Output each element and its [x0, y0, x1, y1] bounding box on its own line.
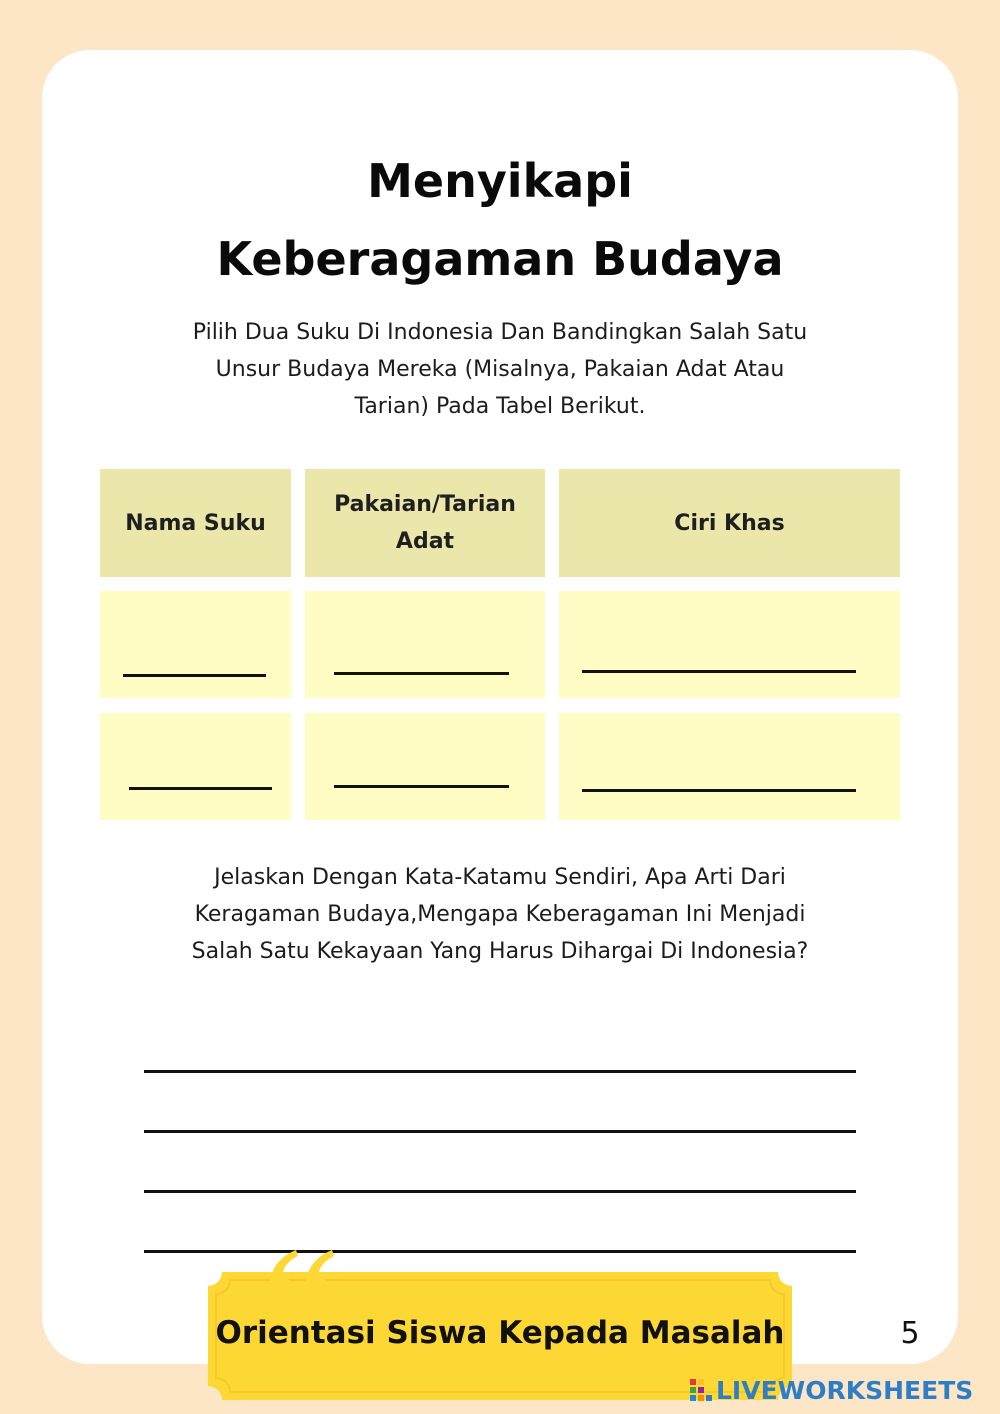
table-cell-row2-pakaian[interactable] — [305, 713, 545, 820]
essay-answer-line[interactable] — [144, 1250, 856, 1253]
answer-blank[interactable] — [129, 787, 272, 790]
title-line-2: Keberagaman Budaya — [216, 232, 784, 286]
header-label-line-1: Pakaian/Tarian — [334, 492, 516, 517]
answer-blank[interactable] — [582, 789, 856, 792]
answer-blank[interactable] — [334, 672, 509, 675]
table-cell-row2-ciri-khas[interactable] — [559, 713, 900, 820]
header-label: Ciri Khas — [674, 510, 785, 536]
table-cell-row1-ciri-khas[interactable] — [559, 591, 900, 698]
answer-blank[interactable] — [123, 674, 266, 677]
instruction-essay — [150, 859, 850, 970]
table-header-ciri-khas — [559, 469, 900, 577]
liveworksheets-logo-icon — [690, 1377, 712, 1403]
instruction-line-2: Unsur Budaya Mereka (Misalnya, Pakaian Adat Atau — [215, 357, 785, 382]
table-cell-row1-nama-suku[interactable] — [100, 591, 291, 698]
page-title — [0, 142, 1000, 298]
watermark — [690, 1372, 973, 1408]
answer-blank[interactable] — [582, 670, 856, 673]
instruction-line-1: Jelaskan Dengan Kata-Katamu Sendiri, Apa Arti Dari — [214, 865, 786, 890]
instruction-line-2: Keragaman Budaya,Mengapa Keberagaman Ini Menjadi — [194, 902, 806, 927]
table-header-nama-suku — [100, 469, 291, 577]
instruction-line-3: Salah Satu Kekayaan Yang Harus Dihargai Di Indonesia? — [191, 939, 809, 964]
instruction-table — [150, 314, 850, 425]
table-header-pakaian-tarian — [305, 469, 545, 577]
page-number: 5 — [900, 1316, 920, 1351]
header-label: Nama Suku — [125, 510, 266, 536]
watermark-text: LIVEWORKSHEETS — [716, 1375, 974, 1405]
instruction-line-3: Tarian) Pada Tabel Berikut. — [354, 394, 646, 419]
table-cell-row2-nama-suku[interactable] — [100, 713, 291, 820]
table-cell-row1-pakaian[interactable] — [305, 591, 545, 698]
header-label-line-2: Adat — [395, 529, 455, 554]
essay-answer-line[interactable] — [144, 1190, 856, 1193]
answer-blank[interactable] — [334, 785, 509, 788]
essay-answer-line[interactable] — [144, 1070, 856, 1073]
essay-answer-line[interactable] — [144, 1130, 856, 1133]
quote-icon — [262, 1244, 342, 1304]
banner-label: Orientasi Siswa Kepada Masalah — [215, 1315, 785, 1351]
instruction-line-1: Pilih Dua Suku Di Indonesia Dan Bandingkan Salah Satu — [192, 320, 808, 345]
title-line-1: Menyikapi — [367, 154, 633, 208]
